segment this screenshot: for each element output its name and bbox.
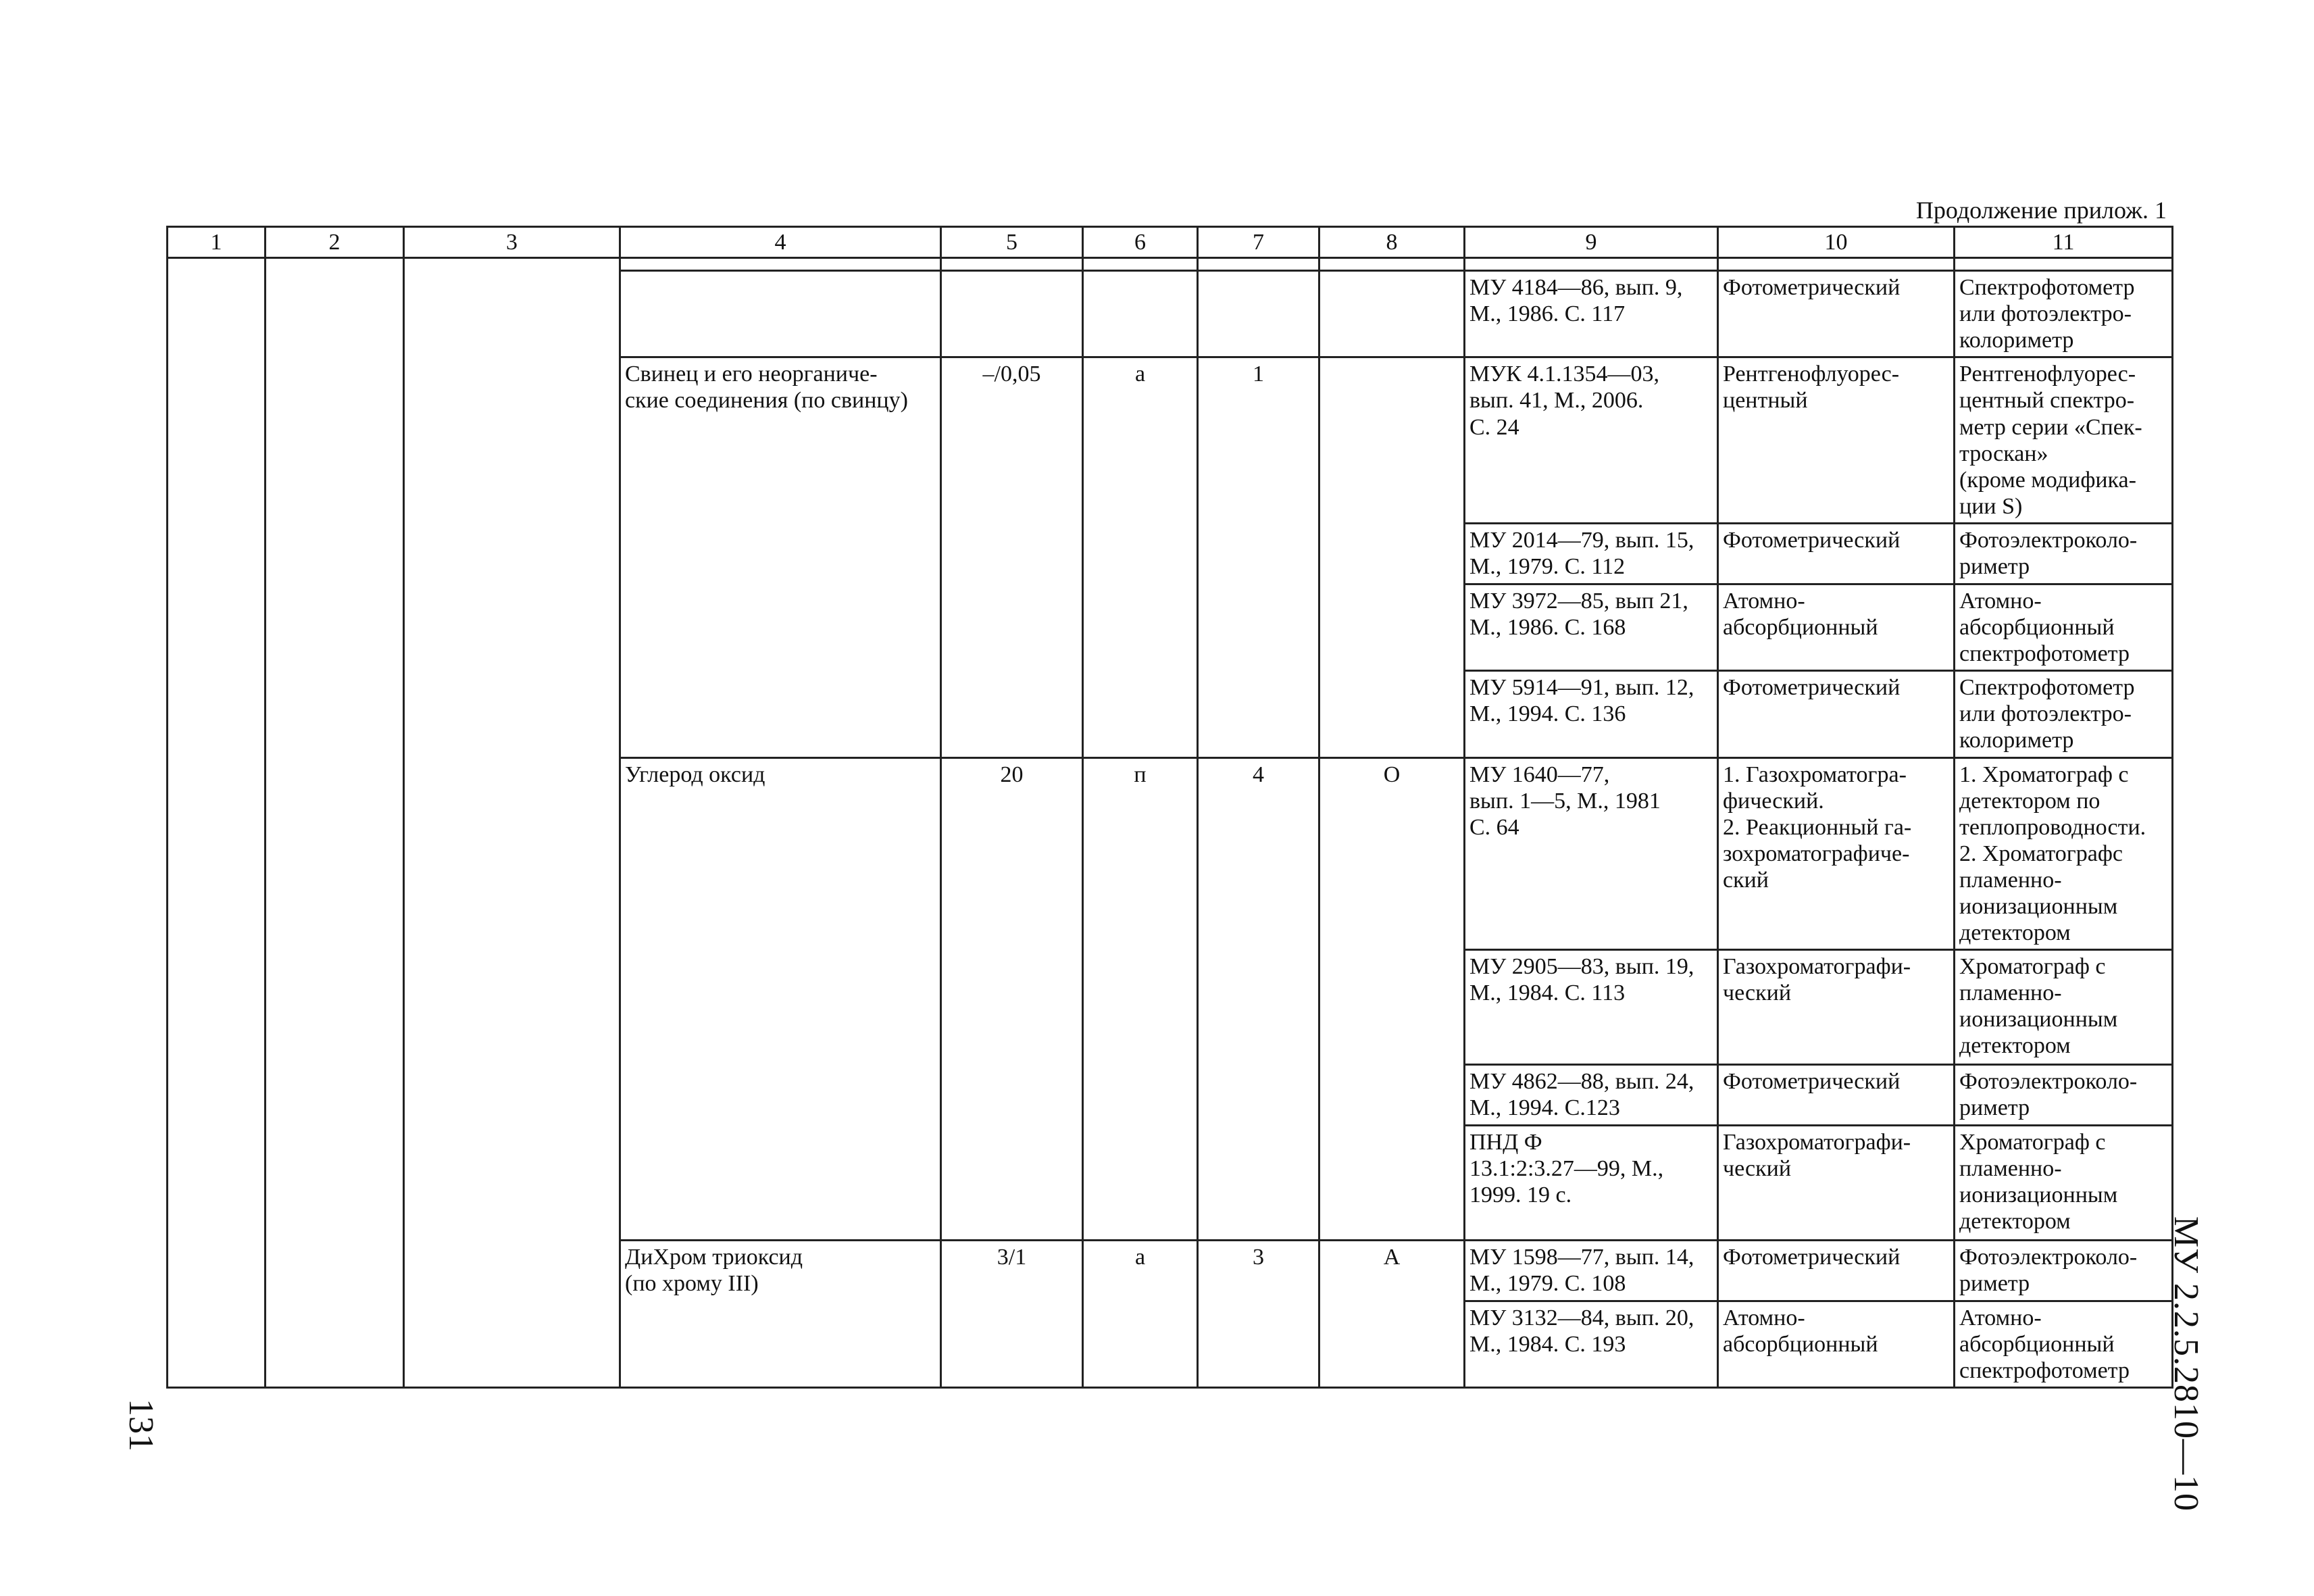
continuation-label: Продолжение прилож. 1 xyxy=(1915,197,2167,224)
substance-name: Углерод оксид xyxy=(620,757,941,1241)
document-code xyxy=(2159,1216,2206,1512)
method-type: Газохроматографи- ческий xyxy=(1718,1126,1955,1241)
hazard-class: 3 xyxy=(1198,1241,1319,1388)
method-type: Фотометрический xyxy=(1718,1065,1955,1126)
page-number xyxy=(120,1399,161,1487)
instrument: Фотоэлектроколо- риметр xyxy=(1955,523,2173,584)
method-type: Рентгенофлуорес- центный xyxy=(1718,357,1955,524)
instrument: Атомно- абсорбционный спектрофотометр xyxy=(1955,584,2173,670)
method-reference: ПНД Ф 13.1:2:3.27—99, М., 1999. 19 с. xyxy=(1465,1126,1718,1241)
col-header-8: 8 xyxy=(1319,227,1465,258)
effect-mark: О xyxy=(1319,757,1465,1241)
col-header-1: 1 xyxy=(168,227,266,258)
instrument: Хроматограф с пламенно- ионизационным детектором xyxy=(1955,1126,2173,1241)
instrument: Хроматограф с пламенно- ионизационным детектором xyxy=(1955,950,2173,1065)
spacer-row xyxy=(168,258,2173,271)
method-reference: МУК 4.1.1354—03, вып. 41, М., 2006. С. 24 xyxy=(1465,357,1718,524)
method-type: 1. Газохроматогра- фический. 2. Реакционный га- зохроматографиче- ский xyxy=(1718,757,1955,950)
instrument: Атомно- абсорбционный спектрофотометр xyxy=(1955,1301,2173,1388)
method-reference: МУ 4862—88, вып. 24, М., 1994. С.123 xyxy=(1465,1065,1718,1126)
aggregate-state: а xyxy=(1083,1241,1198,1388)
instrument: Спектрофотометр или фотоэлектро- колориметр xyxy=(1955,671,2173,757)
instrument: 1. Хроматограф с детектором по теплопроводности. 2. Хроматографс пламенно- ионизационным детектором xyxy=(1955,757,2173,950)
method-reference: МУ 1598—77, вып. 14, М., 1979. С. 108 xyxy=(1465,1241,1718,1301)
method-reference: МУ 1640—77, вып. 1—5, М., 1981 С. 64 xyxy=(1465,757,1718,950)
column-number-row xyxy=(168,227,2173,258)
aggregate-state: п xyxy=(1083,757,1198,1241)
method-reference: МУ 3972—85, вып 21, М., 1986. С. 168 xyxy=(1465,584,1718,670)
instrument: Фотоэлектроколо- риметр xyxy=(1955,1241,2173,1301)
concentration-limit: 3/1 xyxy=(941,1241,1083,1388)
method-reference: МУ 2014—79, вып. 15, М., 1979. С. 112 xyxy=(1465,523,1718,584)
col-header-7: 7 xyxy=(1198,227,1319,258)
instrument: Спектрофотометр или фотоэлектро- колориметр xyxy=(1955,271,2173,357)
col-header-11: 11 xyxy=(1955,227,2173,258)
method-type: Атомно- абсорбционный xyxy=(1718,584,1955,670)
substance-name: Свинец и его неорганиче- ские соединения (по свинцу) xyxy=(620,357,941,757)
methods-table xyxy=(166,226,2173,1389)
page-number-text: 131 xyxy=(122,1399,160,1451)
col-header-6: 6 xyxy=(1083,227,1198,258)
effect-mark: А xyxy=(1319,1241,1465,1388)
aggregate-state: а xyxy=(1083,357,1198,757)
cell-col3 xyxy=(404,258,620,1388)
substance-name: ДиХром триоксид (по хрому III) xyxy=(620,1241,941,1388)
concentration-limit: 20 xyxy=(941,757,1083,1241)
col-header-5: 5 xyxy=(941,227,1083,258)
cell-col2 xyxy=(266,258,404,1388)
cell-col1 xyxy=(168,258,266,1388)
col-header-9: 9 xyxy=(1465,227,1718,258)
col-header-2: 2 xyxy=(266,227,404,258)
method-type: Фотометрический xyxy=(1718,1241,1955,1301)
hazard-class: 1 xyxy=(1198,357,1319,757)
col-header-10: 10 xyxy=(1718,227,1955,258)
concentration-limit: –/0,05 xyxy=(941,357,1083,757)
method-type: Атомно- абсорбционный xyxy=(1718,1301,1955,1388)
instrument: Рентгенофлуорес- центный спектро- метр серии «Спек- троскан» (кроме модифика- ции S) xyxy=(1955,357,2173,524)
method-type: Фотометрический xyxy=(1718,271,1955,357)
method-type: Фотометрический xyxy=(1718,523,1955,584)
method-type: Газохроматографи- ческий xyxy=(1718,950,1955,1065)
document-code-text: МУ 2.2.5.2810—10 xyxy=(2167,1216,2205,1512)
hazard-class: 4 xyxy=(1198,757,1319,1241)
method-type: Фотометрический xyxy=(1718,671,1955,757)
col-header-4: 4 xyxy=(620,227,941,258)
method-reference: МУ 5914—91, вып. 12, М., 1994. С. 136 xyxy=(1465,671,1718,757)
effect-mark xyxy=(1319,357,1465,757)
instrument: Фотоэлектроколо- риметр xyxy=(1955,1065,2173,1126)
col-header-3: 3 xyxy=(404,227,620,258)
method-reference: МУ 3132—84, вып. 20, М., 1984. С. 193 xyxy=(1465,1301,1718,1388)
method-reference: МУ 4184—86, вып. 9, М., 1986. С. 117 xyxy=(1465,271,1718,357)
method-reference: МУ 2905—83, вып. 19, М., 1984. С. 113 xyxy=(1465,950,1718,1065)
